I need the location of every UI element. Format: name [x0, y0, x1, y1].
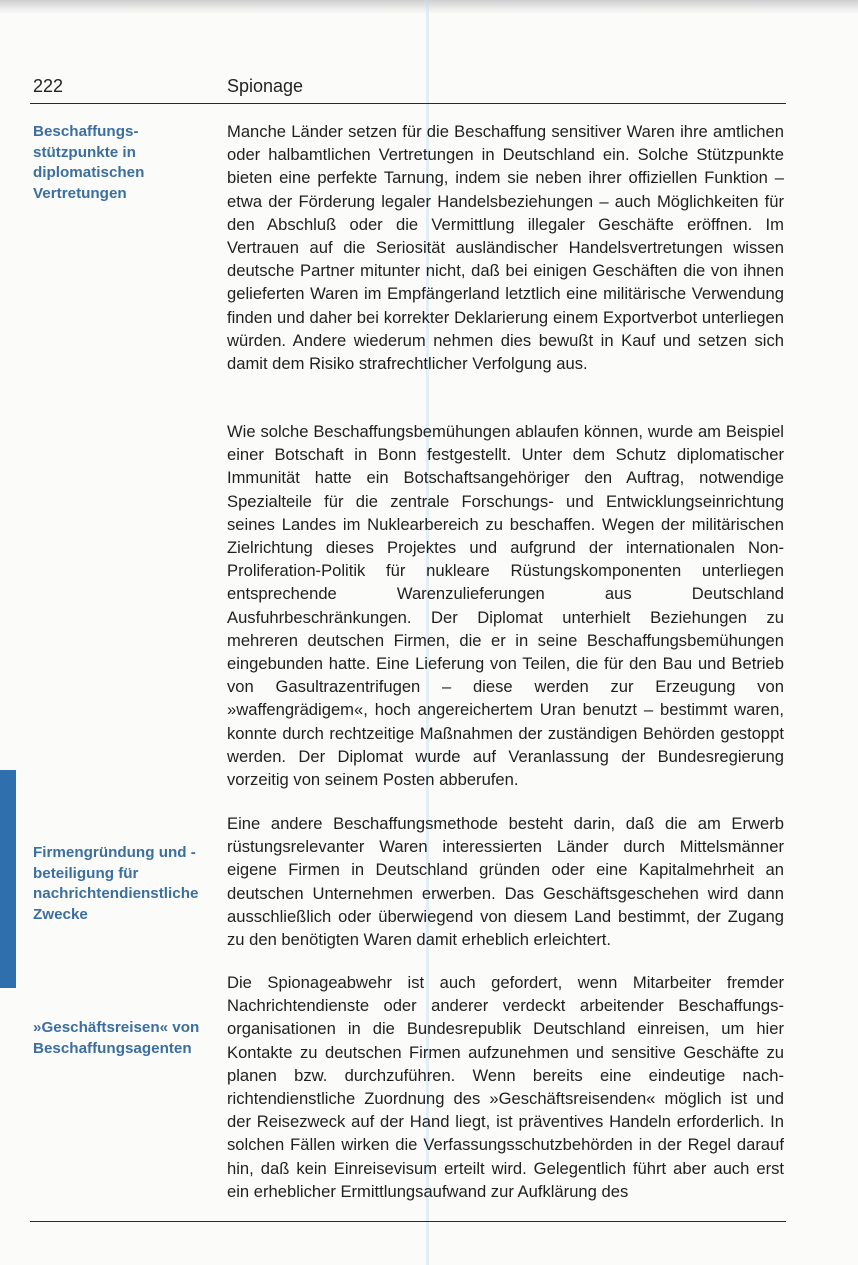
margin-note-business-trips: »Geschäftsreisen« von Beschaffungsagenten	[33, 1019, 200, 1057]
paragraph-3: Eine andere Beschaffungsmethode besteht darin, daß die am Erwerb rüstungsrelevanter Waren interessierten Länder durch Mittelsmänner eigene Firmen in Deutschland gründen oder eine Kapitalmehrheit an deutschen Unternehmen erwerben. Das Geschäftsgeschehen wird dann ausschließlich oder überwiegend von diesem Land bestimmt, der Zugang zu den benötigten Waren damit erheblich erleichtert.	[227, 814, 784, 950]
page-number: 222	[33, 76, 64, 96]
footer-rule	[30, 1221, 786, 1222]
margin-note-company-founding: Firmengründung und -beteiligung für nachrichtendienstliche Zwecke	[33, 844, 199, 923]
section-marker-bar	[0, 770, 16, 988]
header-rule	[30, 103, 786, 104]
running-title: Spionage	[227, 76, 304, 96]
paragraph-2: Wie solche Beschaffungsbemühungen ablaufen können, wurde am Beispiel einer Botschaft in Bonn festgestellt. Unter dem Schutz diplomatischer Immunität hatte ein Botschaftsangehöriger den Auftrag, notwendige Spezialteile für die zentrale Forschungs- und Entwicklungseinrichtung seines Landes im Nuklearbereich zu beschaffen. Wegen der militärischen Zielrichtung dieses Projektes und aufgrund der internationalen Non-Proliferation-Politik für nukleare Rüstungskomponenten unterliegen entsprechende Warenzulieferungen aus Deutschland Ausfuhrbeschränkungen. Der Diplomat unterhielt Beziehungen zu mehreren deutschen Firmen, die er in seine Beschaffungsbemühungen eingebunden hatte. Eine Lieferung von Teilen, die für den Bau und Betrieb von Gasultrazentrifugen – diese werden zur Erzeugung von »waffengrädigem«, hoch angereichertem Uran benutzt – bestimmt waren, konnte durch rechtzeitige Maßnahmen der zuständigen Behörden gestoppt werden. Der Diplomat wurde auf Veranlassung der Bundesregierung vorzeitig von seinem Posten abberufen.	[227, 422, 784, 790]
margin-note-diplomatic-bases: Beschaffungsstützpunkte in diplomatischen Vertretungen	[33, 123, 145, 202]
scan-edge	[0, 0, 858, 14]
paragraph-1: Manche Länder setzen für die Beschaffung sensitiver Waren ihre amtlichen oder halbamtlichen Vertretungen in Deutschland ein. Solche Stützpunkte bieten eine perfekte Tarnung, indem sie neben ihrer offiziellen Funktion – etwa der Förderung legaler Handelsbeziehungen – auch Möglichkeiten für den Abschluß oder die Vermittlung illegaler Geschäfte eröffnen. Im Vertrauen auf die Seriosität ausländischer Handelsvertretungen wissen deutsche Partner mitunter nicht, daß bei einigen Geschäften die von ihnen gelieferten Waren im Empfängerland letztlich eine militärische Verwendung finden und daher bei korrekter Deklarierung einem Exportverbot unterliegen würden. Andere wiederum nehmen dies bewußt in Kauf und setzen sich damit dem Risiko strafrechtlicher Verfolgung aus.	[227, 122, 784, 374]
paragraph-4: Die Spionageabwehr ist auch gefordert, wenn Mitarbeiter fremder Nachrichtendienste oder anderer verdeckt arbeitender Beschaffungsorganisationen in die Bundesrepublik Deutschland einreisen, um hier Kontakte zu deutschen Firmen aufzunehmen und sensitive Geschäfte zu planen bzw. durchzuführen. Wenn bereits eine eindeutige nachrichtendienstliche Zuordnung des »Geschäftsreisenden« möglich ist und der Reisezweck auf der Hand liegt, ist präventives Handeln erforderlich. In solchen Fällen wirken die Verfassungsschutzbehörden in der Regel darauf hin, daß kein Einreisevisum erteilt wird. Gelegentlich führt aber auch erst ein erheblicher Ermittlungsaufwand zur Aufklärung des	[227, 973, 784, 1201]
